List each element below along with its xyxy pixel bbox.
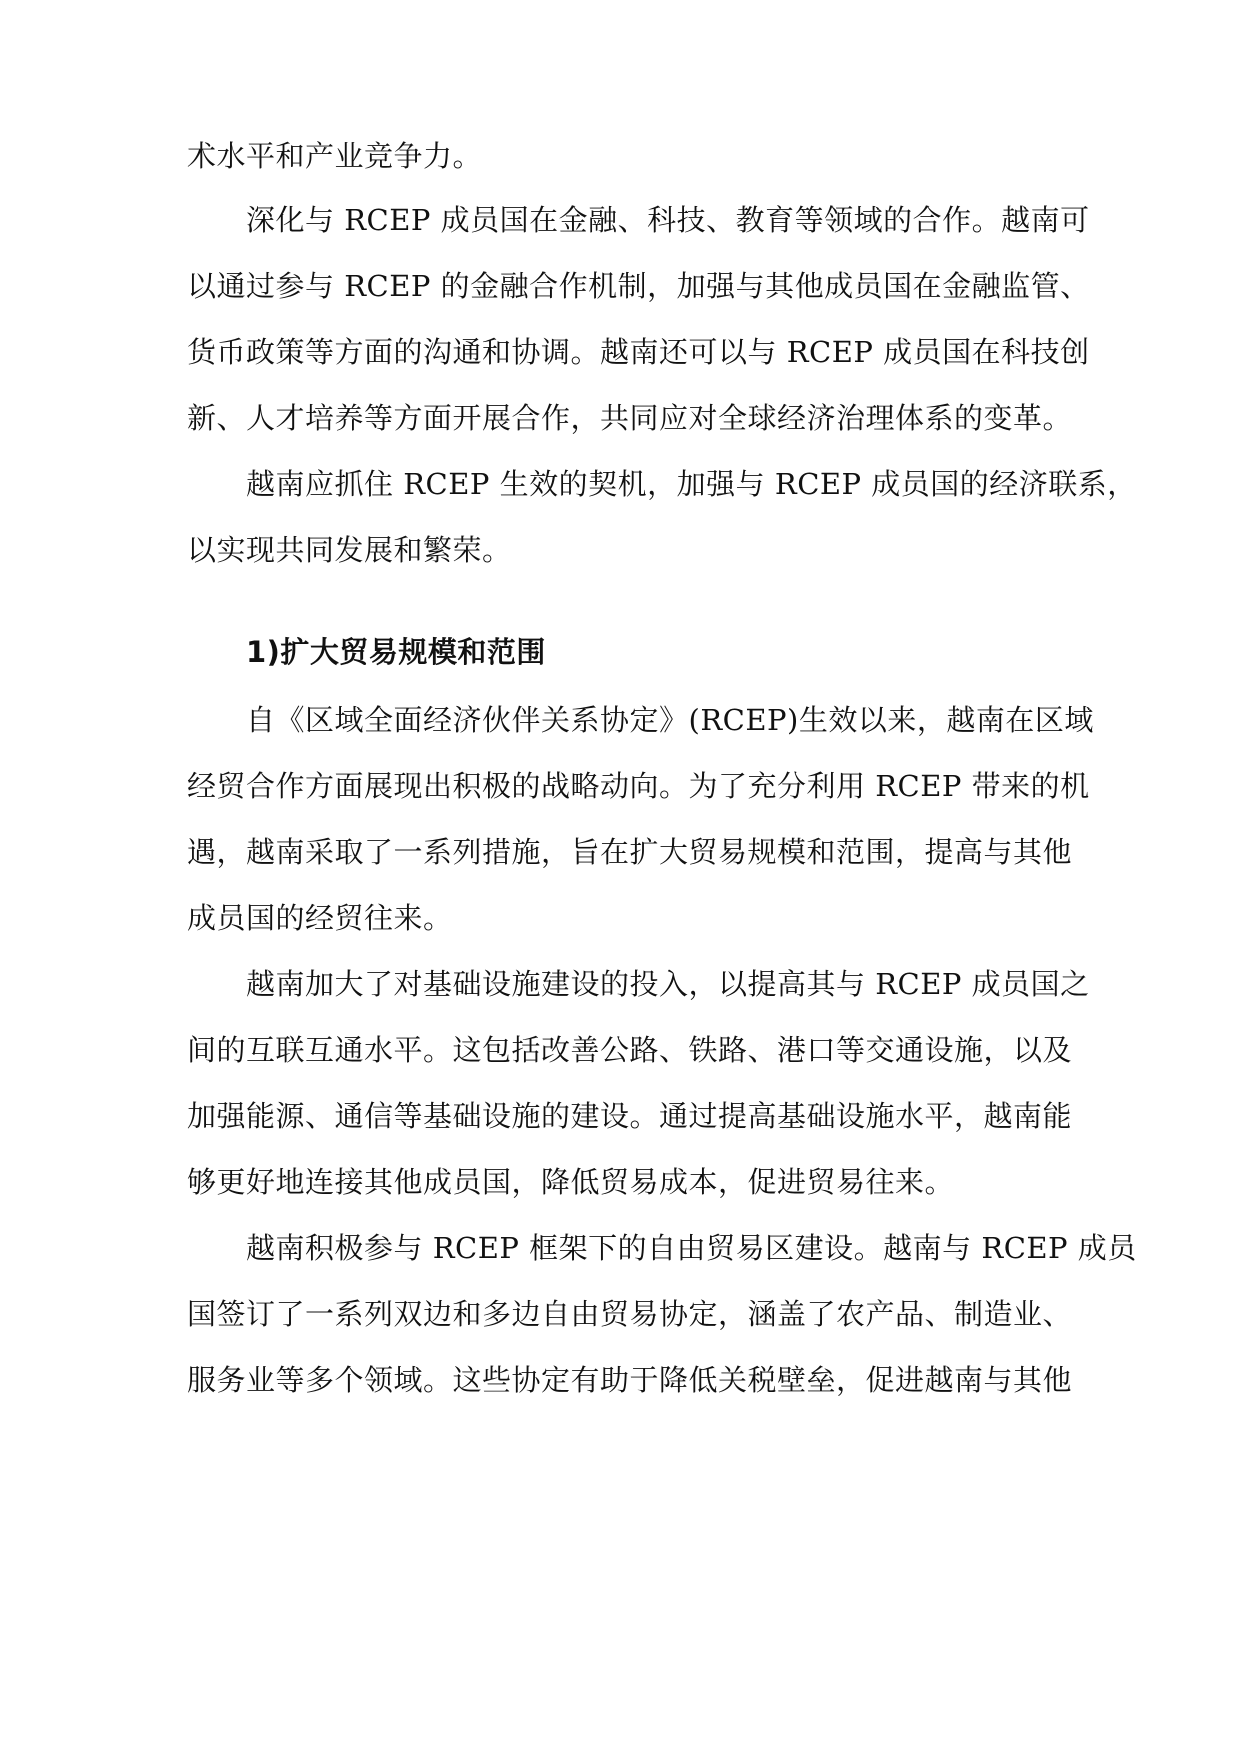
section-heading: 1)扩大贸易规模和范围 [246,635,546,669]
paragraph-first-line: 越南加大了对基础设施建设的投入，以提高其与 RCEP 成员国之 [246,967,1090,1001]
paragraph-first-line: 越南应抓住 RCEP 生效的契机，加强与 RCEP 成员国的经济联系， [246,467,1137,501]
text-line: 术水平和产业竞争力。 [187,139,483,173]
text-line: 国签订了一系列双边和多边自由贸易协定，涵盖了农产品、制造业、 [187,1297,1073,1331]
text-line: 以通过参与 RCEP 的金融合作机制，加强与其他成员国在金融监管、 [187,269,1090,303]
text-line: 加强能源、通信等基础设施的建设。通过提高基础设施水平，越南能 [187,1099,1073,1133]
text-line: 成员国的经贸往来。 [187,901,453,935]
text-line: 够更好地连接其他成员国，降低贸易成本，促进贸易往来。 [187,1165,955,1199]
paragraph-first-line: 自《区域全面经济伙伴关系协定》(RCEP)生效以来，越南在区域 [246,703,1094,737]
text-line: 新、人才培养等方面开展合作，共同应对全球经济治理体系的变革。 [187,401,1073,435]
text-line: 遇，越南采取了一系列措施，旨在扩大贸易规模和范围，提高与其他 [187,835,1073,869]
text-line: 货币政策等方面的沟通和协调。越南还可以与 RCEP 成员国在科技创 [187,335,1090,369]
text-line: 间的互联互通水平。这包括改善公路、铁路、港口等交通设施，以及 [187,1033,1073,1067]
text-line: 经贸合作方面展现出积极的战略动向。为了充分利用 RCEP 带来的机 [187,769,1090,803]
paragraph-first-line: 越南积极参与 RCEP 框架下的自由贸易区建设。越南与 RCEP 成员 [246,1231,1137,1265]
text-line: 服务业等多个领域。这些协定有助于降低关税壁垒，促进越南与其他 [187,1363,1073,1397]
text-line: 以实现共同发展和繁荣。 [187,533,512,567]
paragraph-first-line: 深化与 RCEP 成员国在金融、科技、教育等领域的合作。越南可 [246,203,1090,237]
